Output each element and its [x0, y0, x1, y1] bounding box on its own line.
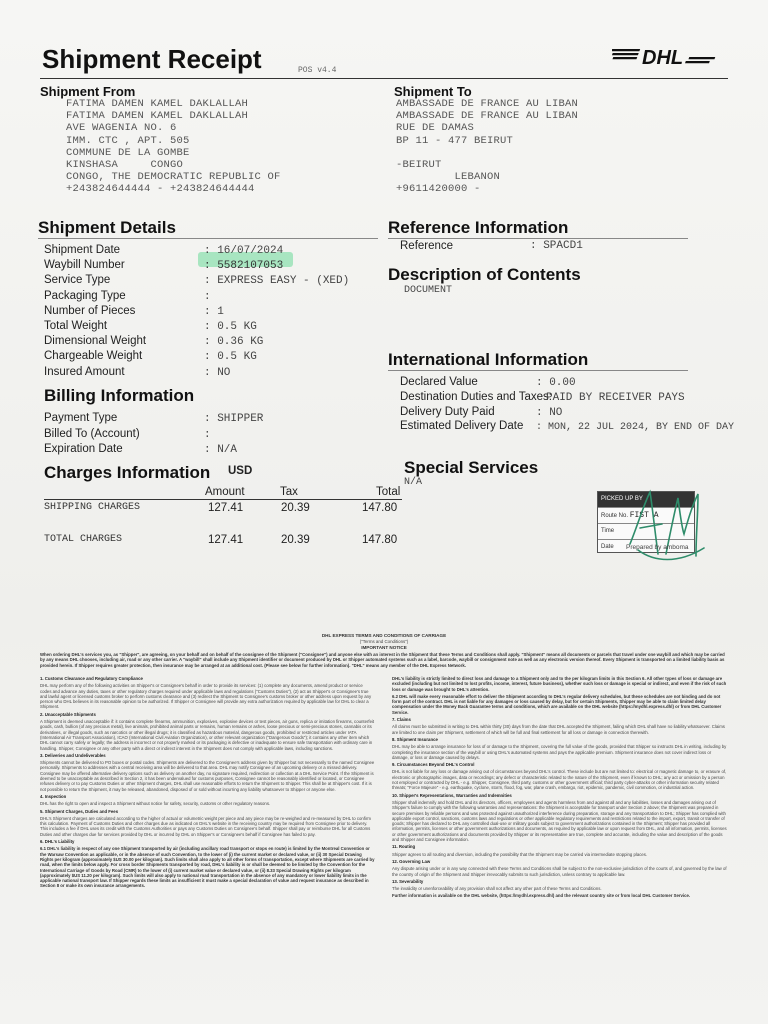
terms-notice: IMPORTANT NOTICE: [361, 645, 407, 650]
currency-label: USD: [228, 465, 253, 477]
charges-heading: Charges Information: [44, 463, 211, 482]
details-row: [44, 301, 349, 316]
terms-heading: 8. Shipment Insurance: [392, 736, 438, 742]
international-label: Delivery Duty Paid: [400, 405, 495, 418]
international-label: Destination Duties and Taxes:: [400, 390, 552, 403]
details-row: [44, 346, 349, 364]
reference-divider: [388, 238, 688, 239]
international-row: [400, 387, 734, 402]
details-row: [44, 316, 349, 331]
terms-heading: 3. Deliveries and Undeliverables: [40, 752, 106, 758]
international-label: Declared Value: [400, 376, 478, 388]
international-row: [400, 416, 735, 434]
terms-paragraph: DHL may perform any of the following activities on Shipper's or Consignee's behalf in order to provide its services: (1) complete any documents, amend product or service codes and advance any duties, taxes or other regulatory charges required under applicable laws and regulations ("Customs Duties"), (2) act as Shipper's or Consignee's true and lawful agent or licensed customs broker to perform customs clearance and (3) redirect the Shipment to Consignee's customs broker or other address upon request by any person who DHL believes in its reasonable opinion to be authorized. If Shipper or Consignee will provide any extra authorization required by applicable law for DHL to clear a Shipment.: [40, 683, 372, 710]
billing-label: Expiration Date: [44, 443, 123, 455]
details-row: [44, 240, 349, 255]
details-row: [44, 255, 349, 273]
details-label: Dimensional Weight: [44, 335, 147, 348]
terms-heading: 10. Shipper's Representations, Warranties and Indemnities: [392, 792, 512, 798]
to-line: -BEIRUT: [396, 159, 442, 171]
reference-heading: Reference Information: [388, 218, 569, 237]
to-line: BP 11 - 477 BEIRUT: [396, 134, 514, 147]
col-tax-header: Tax: [280, 486, 298, 498]
terms-paragraph: Shipper agrees to all routing and diversion, including the possibility that the Shipment may be carried via intermediate stopping places.: [392, 851, 648, 857]
details-label: Insured Amount: [44, 365, 125, 378]
col-total-header: Total: [376, 486, 401, 498]
terms-intro: When ordering DHL's services you, as "Shipper", are agreeing, on your behalf and on behalf of the consignee of the Shipment ("Consignee") and anyone else with an interest in the Shipment that these Terms and Conditions shall apply. "Shipment" means all documents or parcels that travel under one waybill and which may be carried by any means DHL chooses, including air, road or any other carrier. A "waybill" shall include any Shipment identifier or document produced by DHL or Shipper automated systems such as a label, barcode, waybill or consignment note as well as any electronic version thereof. Every Shipment is transported on a limited liability basis as provided herein. If Shipper requires greater protection, then insurance may be arranged at an additional cost. (Please see below for further information). "DHL" means any member of the DHL Express Network.: [40, 652, 725, 668]
terms-heading: 12. Governing Law: [392, 858, 431, 864]
stamp-row: Route No.: [601, 513, 629, 519]
terms-heading: 4. Inspection: [40, 793, 67, 799]
details-label: Chargeable Weight: [44, 350, 143, 363]
from-line: KINSHASA CONGO: [66, 159, 184, 172]
handwritten-signature: [618, 484, 710, 570]
terms-left-column: [40, 676, 375, 1012]
terms-paragraph: Shipper shall indemnify and hold DHL and its directors, officers, employees and agents harmless from and against all and any liabilities, losses and damages arising out of Shipper's failure to comply with the following warranties and representations: the Shipment is acceptable for transport under Section 2 above; the Shipment was prepared in secure premises by reliable persons and was protected against unauthorized interference during preparation, storage and any transportation to DHL; Shipper has complied with applicable export control, sanctions, customs laws and regulations or other applicable regulatory requirements and restrictions related to the import, export, transit or transfer of goods; Shipper has declared to DHL any controlled dual-use or military goods subject to government authorizations contained in the Shipment; Shipper has provided all information, permits, licenses or other government authorizations and documents, as required by applicable law or upon request from DHL, and all information, permits, licenses or other government authorizations and documents provided by Shipper or its representative are true, complete and accurate, including the value and description of the goods and Shipper and Consignee information.: [392, 799, 727, 843]
terms-paragraph: 6.2 DHL will make every reasonable effort to deliver the Shipment according to DHL's regular delivery schedules, but these schedules are not binding and do not form part of the contract. DHL is not liable for any damages or loss caused by delay, but for certain Shipments, Shipper may be able to claim limited delay compensation under the Money Back Guarantee terms and conditions, which are available on the DHL website (https://mydhl.express.dhl) or from DHL Customer Service.: [392, 693, 722, 715]
international-heading: International Information: [388, 350, 589, 369]
dhl-logo: [612, 44, 724, 70]
details-label: Number of Pieces: [44, 304, 136, 317]
page-title: Shipment Receipt: [42, 44, 262, 74]
details-value: : 0.36 KG: [204, 336, 264, 349]
international-value: : 0.00: [536, 377, 576, 389]
estimated-delivery-value: : MON, 22 JUL 2024, BY END OF DAY: [536, 422, 735, 434]
from-line: +243824644444 - +243824644444: [66, 183, 255, 196]
international-row: [400, 372, 734, 387]
billing-table: [44, 408, 263, 455]
stamp-row: Date: [601, 544, 614, 550]
details-value: : 0.5 KG: [204, 351, 257, 364]
terms-heading: 6. DHL's Liability: [40, 839, 75, 845]
details-value: :: [204, 290, 211, 303]
terms-paragraph: DHL's liability is strictly limited to direct loss and damage to a Shipment only and to the per kilogram limits in this Section 6. All other types of loss or damage are excluded (including but not limited to lost profits, income, interest, future business), whether such loss or damage is special or indirect, and even if the risk of such loss or damage was brought to DHL's attention.: [392, 676, 727, 692]
terms-heading: 9. Circumstances Beyond DHL's Control: [392, 762, 475, 768]
terms-paragraph: The invalidity or unenforceability of any provision shall not affect any other part of these Terms and Conditions.: [392, 886, 602, 892]
details-value: : EXPRESS EASY - (XED): [204, 275, 350, 288]
details-row: [44, 331, 349, 349]
reference-label: Reference: [400, 240, 454, 252]
international-table: [400, 372, 735, 434]
international-value: : NO: [536, 406, 563, 419]
special-value: N/A: [404, 477, 423, 488]
international-value: PAID BY RECEIVER PAYS: [546, 391, 685, 404]
charge-total: 147.80: [362, 534, 398, 546]
terms-heading: 13. Severability: [392, 878, 424, 884]
terms-paragraph: Any dispute arising under or in any way connected with these Terms and Conditions shall be subject to the non-exclusive jurisdiction of the courts of, and governed by the law of the country of origin of the Shipment and Shipper irrevocably submits to such jurisdiction, unless contrary to applicable law.: [392, 866, 727, 877]
reference-value: : SPACD1: [530, 240, 583, 252]
to-address: [396, 98, 578, 196]
stamp-route-value: FIST A: [629, 511, 659, 520]
billing-row: [44, 439, 263, 455]
prepared-by: Prepared by amboma: [626, 544, 689, 551]
contents-value: DOCUMENT: [404, 285, 453, 296]
terms-paragraph: DHL's Shipment charges are calculated according to the higher of actual or volumetric weight per piece and any piece may be re-weighed and re-measured by DHL to confirm this calculation. Payment of Customs Duties and other charges due as indicated on DHL's website in the receiving country may be required from Consignee prior to delivery. This includes a fee if DHL uses its credit with the Customs Authorities or pays any Customs Duties on Consignee's behalf. Shipper shall pay or reimburse DHL for all Customs Duties and other charges due for services provided by DHL or incurred by DHL on Shipper's or Consignee's behalf if Consignee has failed to pay.: [40, 815, 371, 837]
to-line: AMBASSADE DE FRANCE AU LIBAN: [396, 98, 579, 110]
details-value: : 16/07/2024: [204, 245, 284, 257]
details-divider: [38, 238, 378, 239]
version-label: POS v4.4: [298, 66, 337, 75]
charge-tax: 20.39: [281, 534, 310, 546]
international-label: Estimated Delivery Date: [400, 420, 524, 433]
terms-paragraph: All claims must be submitted in writing to DHL within thirty (30) days from the date that DHL accepted the Shipment, failing which DHL shall have no liability whatsoever. Claims are limited to one claim per Shipment, settlement of which will be full and final settlement for all loss or damage in connection therewith.: [392, 724, 725, 735]
details-label: Service Type: [44, 274, 111, 287]
charge-label: SHIPPING CHARGES: [44, 502, 141, 513]
terms-paragraph: DHL has the right to open and inspect a Shipment without notice for safety, security, customs or other regulatory reasons.: [40, 801, 271, 807]
from-heading: Shipment From: [40, 84, 136, 99]
to-line: RUE DE DAMAS: [396, 122, 475, 135]
terms-right-column: [392, 676, 728, 1012]
to-line: AMBASSADE DE FRANCE AU LIBAN: [396, 110, 579, 123]
col-amount-header: Amount: [205, 486, 245, 498]
billing-row: [44, 408, 263, 424]
billing-row: [44, 424, 263, 440]
from-line: AVE WAGENIA NO. 6: [66, 122, 177, 135]
details-value: : 1: [204, 305, 224, 318]
stamp-row: PICKED UP BY: [598, 492, 694, 508]
charge-amount: 127.41: [208, 502, 244, 514]
terms-paragraph: A Shipment is deemed unacceptable if: it contains complete firearms, ammunition, explosives, explosive devices or test pieces, air guns, replica or imitation firearms, counterfeit goods, cash, bullion (of any precious metal), live animals, prohibited animal parts or remains, human remains or ashes, loose precious or semi-precious stones, cannabis or its derivatives, or illegal goods, such as narcotics or other illegal drugs; it is classified as hazardous material, dangerous goods, prohibited or restricted articles under IATA (International Air Transport Association), ICAO (International Civil Aviation Organization), or other relevant organization ("Dangerous Goods"); it contains any other item which DHL cannot carry safely or legally; the address is incorrect or not properly marked or its packaging is defective or inadequate to ensure safe transportation with ordinary care in handling. Shipper, Consignee or any other party with a direct or indirect interest in the Shipment does not comply with applicable laws, including sanctions.: [40, 719, 375, 751]
billing-label: Billed To (Account): [44, 427, 140, 440]
terms-paragraph: Further information is available on the DHL website, (https://mydhl.express.dhl) and the relevant country site or from local DHL Customer Service.: [392, 893, 691, 899]
from-address: [66, 98, 281, 196]
dhl-logo-text: DHL: [642, 47, 684, 69]
charge-amount: 127.41: [208, 534, 244, 546]
charge-total: 147.80: [362, 502, 398, 514]
terms-subtitle: ("Terms and Conditions"): [359, 639, 409, 644]
contents-heading: Description of Contents: [388, 265, 581, 284]
details-row: [44, 286, 349, 301]
details-row: [44, 270, 350, 288]
charges-divider: [44, 499, 402, 500]
from-line: CONGO, THE DEMOCRATIC REPUBLIC OF: [66, 171, 281, 184]
terms-heading: 2. Unacceptable Shipments: [40, 711, 96, 717]
from-line: COMMUNE DE LA GOMBE: [66, 146, 190, 159]
billing-value: : N/A: [204, 444, 238, 456]
international-divider: [388, 370, 688, 371]
charge-label: TOTAL CHARGES: [44, 534, 123, 545]
details-row: [44, 362, 349, 377]
to-line: [396, 147, 578, 159]
terms-paragraph: DHL is not liable for any loss or damage arising out of circumstances beyond DHL's control. These include but are not limited to: electrical or magnetic damage to, or erasure of, electronic or photographic images, data or recordings; any defect or characteristic related to the nature of the Shipment, even if known to DHL; any act or omission by a person not employed or contracted by DHL - e.g. Shipper, Consignee, third party, customs or other government official; third party cyber-attacks or other information security related threats; "Force Majeure" - e.g. earthquake, cyclone, storm, flood, fog, war, plane crash, embargo, riot, epidemic, pandemic, civil commotion, or industrial action.: [392, 769, 727, 791]
details-label: Shipment Date: [44, 244, 121, 256]
terms-paragraph: Shipments cannot be delivered to PO boxes or postal codes. Shipments are delivered to the Consignee's address given by Shipper but not necessarily to the named Consignee personally. Shipments to addresses with a central receiving area will be delivered to that area. DHL may notify Consignee of an upcoming delivery or a missed delivery. Consignee may be offered alternative delivery options such as delivery on another day, no signature required, redirection or collection at a DHL Service Point. If the Shipment is deemed to be unacceptable as described in Section 2, it has been undervalued for customs purposes, Consignee cannot be reasonably identified or located, or Consignee refuses delivery or to pay Customs Duties or other Shipment charges, DHL shall use reasonable efforts to return the Shipment to Shipper. This shall be at Shipper's cost. If it is not possible to return the Shipment, it may be released, abandoned, disposed of or sold without incurring any liability whatsoever to Shipper or anyone else.: [40, 760, 375, 792]
terms-paragraph: 6.1 DHL's liability in respect of any one Shipment transported by air (including ancillary road transport or stops en route) is limited by the Montreal Convention or the Warsaw Convention as applicable, or in the absence of such Convention, to the lower of (i) the current market or declared value, or (ii) 30 Special Drawing Rights per kilogram (approximately $US 30.00 per kilogram). Such limits shall also apply to all other forms of transportation, except where Shipments are carried by road, when the limits below apply. For cross border Shipments transported by road, DHL's liability is or shall be deemed to be limited by the Convention for the International Carriage of Goods by Road (CMR) to the lower of (i) current market value or declared value, or (ii) 8.33 Special Drawing Rights per kilogram (approximately $US 11.20 per kilogram). Such limits will also apply to national road transportation in the absence of any mandatory or lower liability limits in the applicable national transport law. If Shipper regards these limits as insufficient it must make a special declaration of value and request insurance as described in Section 8 or make its own insurance arrangements.: [40, 846, 375, 889]
stamp-row: Time: [598, 524, 694, 540]
details-table: [44, 240, 349, 377]
charge-tax: 20.39: [281, 502, 310, 514]
billing-label: Payment Type: [44, 412, 118, 424]
terms-heading: 7. Claims: [392, 717, 411, 723]
details-value: : NO: [204, 366, 231, 379]
header-divider: [40, 78, 728, 79]
to-heading: Shipment To: [394, 84, 472, 99]
details-label: Packaging Type: [44, 289, 126, 302]
billing-heading: Billing Information: [44, 386, 195, 405]
details-value: : 0.5 KG: [204, 320, 257, 333]
from-line: IMM. CTC , APT. 505: [66, 134, 190, 147]
details-label: Total Weight: [44, 319, 108, 332]
special-heading: Special Services: [404, 458, 539, 477]
billing-value: :: [204, 428, 211, 441]
from-line: FATIMA DAMEN KAMEL DAKLALLAH: [66, 98, 249, 110]
to-line: LEBANON: [396, 171, 501, 184]
terms-heading: 5. Shipment Charges, Duties and Fees: [40, 808, 119, 814]
terms-paragraph: DHL may be able to arrange insurance for loss of or damage to the Shipment, covering the full value of the goods, provided that Shipper so instructs DHL in writing, including by completing the insurance section of the waybill or using DHL's automated systems and pays the applicable premium. Shipment insurance does not cover indirect loss or damage, or loss or damage caused by delays.: [392, 744, 727, 760]
billing-value: : SHIPPER: [204, 413, 264, 425]
to-line: +9611420000 -: [396, 183, 481, 196]
terms-heading: 11. Routing: [392, 844, 416, 850]
details-label: Waybill Number: [44, 259, 125, 272]
waybill-number: : 5582107053: [204, 260, 284, 273]
details-heading: Shipment Details: [38, 218, 176, 237]
terms-title: DHL EXPRESS TERMS AND CONDITIONS OF CARRIAGE: [321, 633, 447, 638]
from-line: FATIMA DAMEN KAMEL DAKLALLAH: [66, 110, 249, 123]
terms-heading: 1. Customs Clearance and Regulatory Compliance: [40, 676, 143, 681]
